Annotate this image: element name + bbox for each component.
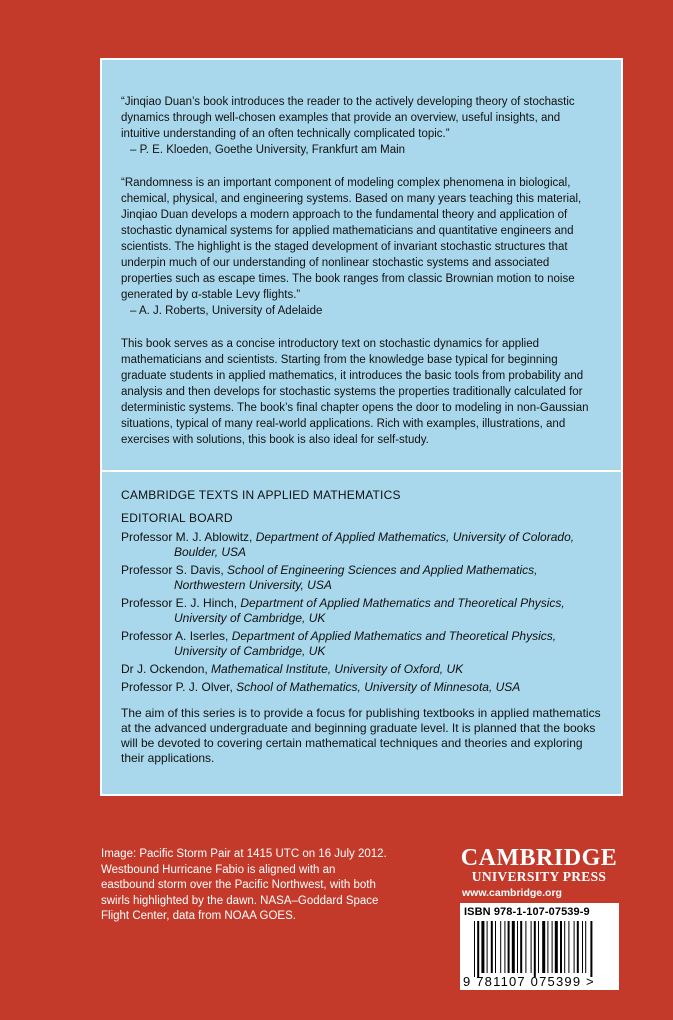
quote-text: “Jinqiao Duan’s book introduces the reader to the actively developing theory of stochastic dynamics through well-chosen examples that provide an overview, useful insights, and intuitive understanding of an often technically complicated topic.” [121, 96, 575, 140]
barcode-bar [504, 921, 505, 973]
member-name: Professor P. J. Olver, [121, 680, 233, 694]
barcode-bar [474, 921, 475, 977]
member-name: Professor A. Iserles, [121, 629, 229, 643]
barcode-bar [525, 921, 526, 973]
barcode-bar [568, 921, 569, 973]
barcode-bar [481, 921, 484, 973]
barcode-bar [534, 921, 536, 977]
isbn-barcode [460, 903, 619, 990]
image-credit: Image: Pacific Storm Pair at 1415 UTC on 16 July 2012. Westbound Hurricane Fabio is aligned with an eastbound storm over the Pacific Northwest, with both swirls highlighted by the dawn. NASA–Goddard Space Flight Center, data from NOAA GOES. [101, 848, 387, 922]
barcode-bar [512, 921, 515, 973]
barcode-bar [508, 921, 510, 973]
member-affiliation: Mathematical Institute, University of Oxford, UK [211, 662, 464, 676]
board-member [121, 680, 601, 695]
series-title: CAMBRIDGE TEXTS IN APPLIED MATHEMATICS [121, 488, 401, 502]
barcode-bar [487, 921, 488, 973]
barcode-bar [547, 921, 548, 973]
board-member [121, 530, 601, 560]
board-member [121, 563, 601, 593]
member-affiliation: School of Engineering Sciences and Applied Mathematics, Northwestern University, USA [174, 563, 538, 592]
board-member [121, 662, 601, 677]
barcode-bar [520, 921, 522, 973]
barcode-bar [542, 921, 545, 973]
barcode-bar [560, 921, 562, 973]
barcode-digits: 9 781107 075399 > [463, 974, 595, 989]
barcode-bar [585, 921, 586, 973]
barcode-bar [577, 921, 579, 973]
barcode-bar [582, 921, 583, 973]
barcode-bar [477, 921, 479, 977]
quote-attribution: – P. E. Kloeden, Goethe University, Frankfurt am Main [130, 144, 406, 156]
member-affiliation: School of Mathematics, University of Minnesota, USA [236, 680, 521, 694]
review-panel [100, 58, 623, 472]
member-affiliation: Department of Applied Mathematics and Theoretical Physics, University of Cambridge, UK [174, 629, 557, 658]
book-description: This book serves as a concise introductory text on stochastic dynamics for applied mathematicians and scientists. Starting from the knowledge base typical for beginning graduate students in applied mathematics, it introduces the basic tools from probability and analysis and then develops for stochastic systems the properties traditionally calculated for deterministic systems. The book’s final chapter opens the door to modeling in non-Gaussian situations, typical of many real-world applications. Rich with examples, illustrations, and exercises with solutions, this book is also ideal for self-study. [121, 338, 589, 446]
member-name: Professor M. J. Ablowitz, [121, 530, 253, 544]
isbn-label: ISBN 978-1-107-07539-9 [464, 906, 590, 918]
barcode-bar [495, 921, 496, 973]
barcode-bar [552, 921, 553, 973]
quote-attribution: – A. J. Roberts, University of Adelaide [130, 305, 323, 317]
series-panel [100, 472, 623, 796]
barcode-bar [555, 921, 558, 973]
board-member [121, 596, 601, 626]
board-member [121, 629, 601, 659]
barcode-bar [491, 921, 493, 973]
publisher-subtitle: UNIVERSITY PRESS [471, 869, 607, 884]
series-aim: The aim of this series is to provide a focus for publishing textbooks in applied mathematics at the advanced undergraduate and beginning graduate level. It is planned that the books will be devoted to covering certain mathematical techniques and theories and exploring their applications. [121, 706, 601, 765]
member-name: Professor S. Davis, [121, 563, 224, 577]
quote-text: “Randomness is an important component of modeling complex phenomena in biological, chemical, physical, and engineering systems. Based on many years teaching this material, Jinqiao Duan develops a modern approach to the fundamental theory and application of stochastic dynamical systems for applied mathematicians and quantitative engineers and scientists. The highlight is the staged development of invariant stochastic structures that underpin much of our understanding of nonlinear stochastic systems and associated properties such as escape times. The book ranges from classic Brownian motion to noise generated by α-stable Levy flights.” [121, 177, 582, 301]
publisher-logo: CAMBRIDGE [460, 845, 618, 871]
barcode-bar [531, 921, 532, 973]
barcode-bar [574, 921, 575, 973]
barcode-bar [590, 921, 592, 977]
barcode-bar [564, 921, 565, 973]
barcode-bar [538, 921, 539, 973]
barcode-bar [500, 921, 501, 973]
member-name: Dr J. Ockendon, [121, 662, 208, 676]
editorial-board-title: EDITORIAL BOARD [121, 511, 233, 525]
member-name: Professor E. J. Hinch, [121, 596, 238, 610]
member-affiliation: Department of Applied Mathematics and Theoretical Physics, University of Cambridge, UK [174, 596, 565, 625]
member-affiliation: Department of Applied Mathematics, University of Colorado, Boulder, USA [174, 530, 575, 559]
publisher-url: www.cambridge.org [462, 887, 562, 899]
barcode-bar [517, 921, 518, 973]
